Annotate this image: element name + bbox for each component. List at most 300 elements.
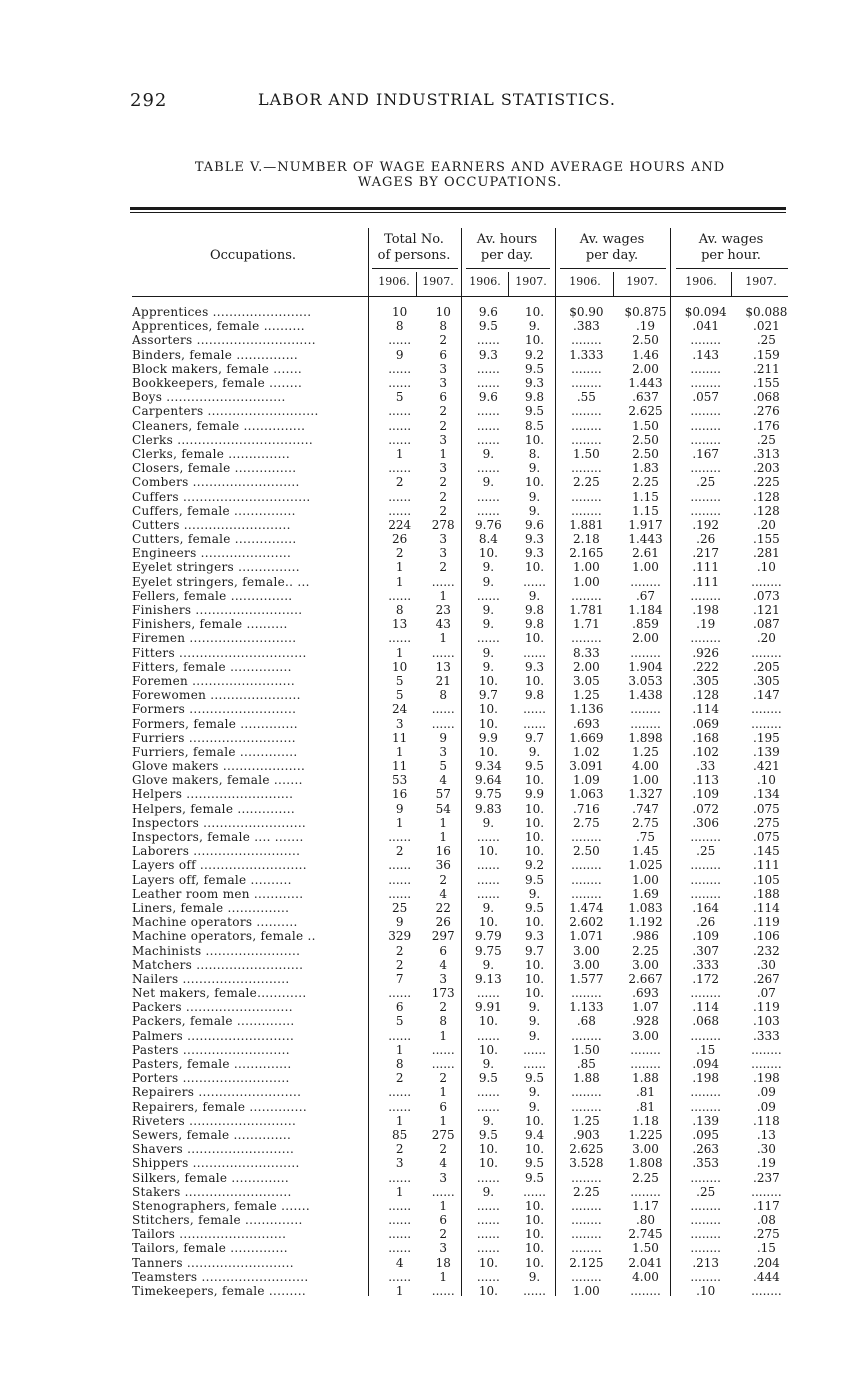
occupation-cell: Stakers .......................... (132, 1184, 292, 1199)
occupation-cell: Carpenters ........................... (132, 404, 319, 419)
cell-wage-hour-1907: .20 (756, 517, 776, 532)
cell-persons-1906: ...... (388, 986, 412, 1001)
year-total-1906: 1906. (378, 275, 410, 288)
cell-wage-hour-1907: .119 (753, 915, 780, 930)
cell-hours-1907: 10. (524, 830, 545, 845)
cell-persons-1907: ...... (431, 645, 455, 660)
table-row (132, 787, 796, 801)
table-row (132, 617, 796, 631)
cell-wage-day-1907: .747 (632, 801, 659, 816)
occupation-cell: Layers off .......................... (132, 858, 307, 873)
cell-wage-day-1907: 2.50 (632, 432, 659, 447)
cell-wage-hour-1906: .164 (692, 900, 720, 915)
cell-persons-1907: 2 (439, 404, 448, 419)
cell-wage-hour-1906: .068 (692, 1014, 720, 1029)
occupation-cell: Helpers, female .............. (132, 801, 295, 816)
cell-hours-1906: 9. (482, 659, 495, 674)
cell-wage-day-1907: 3.00 (632, 957, 659, 972)
cell-persons-1907: 9 (439, 730, 448, 745)
cell-wage-day-1907: 2.041 (628, 1255, 663, 1270)
col-rule-3a (613, 272, 614, 296)
cell-wage-day-1906: 3.05 (573, 673, 600, 688)
cell-hours-1907: 10. (524, 957, 545, 972)
cell-persons-1907: 6 (439, 943, 448, 958)
cell-persons-1907: 23 (435, 603, 451, 618)
occupation-cell: Eyelet stringers, female.. ... (132, 574, 310, 589)
cell-hours-1906: ...... (476, 418, 500, 433)
occupation-cell: Palmers .......................... (132, 1028, 295, 1043)
cell-persons-1906: 3 (395, 716, 404, 731)
cell-hours-1906: ...... (476, 631, 500, 646)
table-row (132, 589, 796, 603)
page-header (130, 90, 790, 118)
occupation-cell: Finishers .......................... (132, 603, 303, 618)
cell-wage-hour-1907: ........ (751, 1042, 782, 1057)
occupation-cell: Net makers, female............ (132, 986, 307, 1001)
cell-hours-1907: 10. (524, 773, 545, 788)
table-row (132, 305, 796, 319)
cell-hours-1906: ...... (476, 1241, 500, 1256)
cell-wage-day-1907: 1.808 (628, 1156, 663, 1171)
cell-wage-hour-1906: ........ (690, 986, 721, 1001)
cell-persons-1907: 2 (439, 560, 448, 575)
cell-persons-1906: 6 (395, 1000, 404, 1015)
cell-hours-1907: 10. (524, 1213, 545, 1228)
table-row (132, 1213, 796, 1227)
cell-hours-1907: 9.5 (524, 872, 545, 887)
cell-wage-day-1907: .81 (635, 1085, 656, 1100)
cell-wage-day-1906: 8.33 (573, 645, 600, 660)
cell-persons-1907: 8 (439, 319, 448, 334)
cell-hours-1907: 10. (524, 560, 545, 575)
cell-wage-hour-1906: .128 (692, 688, 720, 703)
cell-wage-day-1906: 1.474 (569, 900, 604, 915)
cell-wage-hour-1906: .139 (692, 1113, 720, 1128)
cell-wage-day-1907: .80 (635, 1213, 656, 1228)
cell-wage-hour-1907: .19 (756, 1156, 776, 1171)
cell-persons-1906: 25 (392, 900, 408, 915)
cell-hours-1907: 9.5 (524, 1071, 545, 1086)
cell-wage-hour-1906: .353 (692, 1156, 720, 1171)
cell-wage-hour-1907: .444 (753, 1269, 780, 1284)
cell-wage-day-1906: 3.00 (573, 957, 600, 972)
cell-persons-1907: ...... (431, 1184, 455, 1199)
cell-persons-1906: ...... (388, 404, 412, 419)
table-row (132, 362, 796, 376)
cell-persons-1907: 3 (439, 461, 448, 476)
cell-wage-hour-1907: .313 (753, 446, 780, 461)
table-row (132, 532, 796, 546)
cell-hours-1906: 10. (478, 1255, 498, 1270)
cell-wage-hour-1907: ........ (751, 702, 782, 717)
cell-wage-hour-1907: .106 (753, 929, 780, 944)
cell-persons-1906: 1 (395, 1184, 404, 1199)
cell-wage-day-1907: 2.667 (628, 971, 663, 986)
cell-wage-hour-1906: ........ (690, 404, 721, 419)
cell-wage-day-1906: 2.00 (573, 659, 600, 674)
cell-wage-day-1907: 2.50 (632, 333, 659, 348)
table-row (132, 376, 796, 390)
occupation-cell: Finishers, female .......... (132, 617, 288, 632)
cell-wage-day-1906: $0.90 (569, 305, 604, 320)
cell-persons-1906: 9 (395, 347, 404, 362)
cell-wage-hour-1906: .113 (692, 773, 720, 788)
year-hours-1906: 1906. (469, 275, 501, 288)
cell-persons-1906: 1 (395, 815, 404, 830)
cell-persons-1906: ...... (388, 333, 412, 348)
cell-wage-day-1906: 2.625 (569, 1142, 604, 1157)
cell-hours-1906: 9.64 (475, 773, 502, 788)
cell-wage-day-1907: 1.45 (632, 844, 659, 859)
cell-wage-day-1907: 2.75 (632, 815, 659, 830)
cell-wage-day-1907: 1.904 (628, 659, 663, 674)
cell-hours-1907: 9. (528, 489, 541, 504)
cell-wage-hour-1907: .30 (756, 1142, 776, 1157)
cell-wage-day-1906: .693 (573, 716, 600, 731)
cell-wage-hour-1906: $0.094 (684, 305, 727, 320)
cell-hours-1907: 10. (524, 1255, 545, 1270)
cell-wage-hour-1907: .176 (753, 418, 780, 433)
cell-wage-day-1906: ........ (571, 489, 602, 504)
table-row (132, 489, 796, 503)
cell-persons-1907: 3 (439, 376, 448, 391)
cell-wage-day-1907: 4.00 (632, 1269, 659, 1284)
cell-hours-1907: 9.3 (524, 659, 545, 674)
table-row (132, 419, 796, 433)
cell-wage-day-1907: .693 (632, 986, 659, 1001)
cell-wage-hour-1906: .109 (692, 787, 720, 802)
cell-persons-1907: 6 (439, 347, 448, 362)
cell-wage-hour-1906: .217 (692, 546, 720, 561)
cell-wage-hour-1906: .33 (696, 759, 716, 774)
cell-wage-hour-1906: ........ (690, 376, 721, 391)
cell-wage-hour-1906: .041 (692, 319, 720, 334)
group-rule-wages-hour (676, 268, 788, 269)
cell-hours-1906: ...... (476, 432, 500, 447)
cell-persons-1906: ...... (388, 1099, 412, 1114)
cell-persons-1906: ...... (388, 361, 412, 376)
cell-hours-1907: 9.5 (524, 361, 545, 376)
cell-wage-day-1907: .859 (632, 617, 659, 632)
cell-persons-1906: 2 (395, 943, 404, 958)
cell-wage-day-1907: 3.00 (632, 1028, 659, 1043)
cell-hours-1906: 9.3 (478, 347, 498, 362)
cell-persons-1906: 24 (392, 702, 408, 717)
occupation-cell: Packers, female .............. (132, 1014, 295, 1029)
year-wages-day-1907: 1907. (626, 275, 658, 288)
cell-persons-1907: 18 (435, 1255, 451, 1270)
cell-wage-day-1907: 1.00 (632, 560, 659, 575)
cell-persons-1906: 5 (395, 390, 404, 405)
table-row (132, 504, 796, 518)
cell-persons-1906: 7 (395, 971, 404, 986)
cell-wage-day-1907: 1.327 (628, 787, 663, 802)
cell-persons-1907: 13 (435, 659, 451, 674)
header-wages-hour-line1: Av. wages (698, 232, 764, 247)
cell-hours-1907: 10. (524, 1113, 545, 1128)
cell-wage-hour-1907: .333 (753, 1028, 780, 1043)
cell-wage-hour-1906: ........ (690, 1085, 721, 1100)
cell-wage-day-1907: 1.07 (632, 1000, 659, 1015)
cell-hours-1906: 10. (478, 1142, 498, 1157)
occupation-cell: Glove makers, female ....... (132, 773, 303, 788)
cell-wage-day-1906: 2.125 (569, 1255, 604, 1270)
cell-persons-1907: 4 (439, 957, 448, 972)
cell-wage-day-1906: 1.25 (573, 1113, 600, 1128)
occupation-cell: Assorters ............................. (132, 333, 316, 348)
cell-wage-hour-1906: ........ (690, 461, 721, 476)
cell-wage-hour-1907: .10 (756, 773, 776, 788)
table-row (132, 943, 796, 957)
cell-wage-hour-1906: .114 (692, 1000, 720, 1015)
cell-hours-1906: 9. (482, 574, 495, 589)
cell-wage-hour-1906: .263 (692, 1142, 720, 1157)
cell-hours-1906: 9.7 (478, 688, 498, 703)
cell-wage-hour-1907: .07 (756, 986, 776, 1001)
top-rule-thick (130, 207, 786, 210)
cell-wage-hour-1906: .167 (692, 446, 720, 461)
cell-persons-1907: 36 (435, 858, 451, 873)
cell-hours-1907: 10. (524, 333, 545, 348)
cell-wage-day-1906: 3.528 (569, 1156, 604, 1171)
cell-wage-hour-1907: .195 (753, 730, 780, 745)
cell-wage-day-1906: ........ (571, 1198, 602, 1213)
cell-persons-1906: ...... (388, 872, 412, 887)
table-row (132, 518, 796, 532)
cell-wage-day-1907: 2.61 (632, 546, 659, 561)
cell-wage-hour-1906: ........ (690, 588, 721, 603)
cell-hours-1907: 10. (524, 1241, 545, 1256)
col-rule-1a (416, 272, 417, 296)
cell-wage-hour-1906: .094 (692, 1057, 720, 1072)
cell-hours-1907: 9.3 (524, 532, 545, 547)
cell-persons-1906: 1 (395, 1284, 404, 1299)
cell-wage-hour-1906: ........ (690, 432, 721, 447)
cell-hours-1907: ...... (523, 1057, 546, 1072)
cell-wage-hour-1906: ........ (690, 361, 721, 376)
cell-persons-1907: ...... (431, 716, 455, 731)
cell-wage-day-1906: 1.71 (573, 617, 600, 632)
cell-persons-1907: 43 (435, 617, 451, 632)
cell-wage-hour-1906: ........ (690, 858, 721, 873)
cell-wage-hour-1907: .117 (753, 1198, 780, 1213)
cell-hours-1907: 9.5 (524, 900, 545, 915)
cell-hours-1906: 9.5 (478, 1071, 498, 1086)
cell-wage-hour-1907: .232 (753, 943, 780, 958)
cell-persons-1907: 3 (439, 432, 448, 447)
cell-wage-hour-1907: .237 (753, 1170, 780, 1185)
occupation-cell: Glove makers .................... (132, 759, 306, 774)
cell-hours-1907: 9.4 (524, 1127, 545, 1142)
cell-wage-hour-1906: .111 (692, 560, 720, 575)
cell-hours-1906: 8.4 (478, 532, 498, 547)
cell-wage-hour-1906: ........ (690, 1241, 721, 1256)
cell-hours-1906: 9.34 (475, 759, 502, 774)
cell-persons-1906: ...... (388, 1085, 412, 1100)
cell-hours-1906: ...... (476, 1085, 500, 1100)
cell-persons-1906: ...... (388, 1198, 412, 1213)
cell-persons-1907: 1 (439, 631, 448, 646)
occupation-cell: Helpers .......................... (132, 787, 294, 802)
cell-wage-day-1907: 1.083 (628, 900, 663, 915)
cell-hours-1907: 9. (528, 461, 541, 476)
cell-persons-1907: ...... (431, 1284, 455, 1299)
cell-wage-hour-1907: .068 (753, 390, 780, 405)
cell-hours-1907: 10. (524, 971, 545, 986)
table-row (132, 461, 796, 475)
cell-persons-1907: 3 (439, 361, 448, 376)
cell-wage-hour-1907: .118 (753, 1113, 780, 1128)
cell-wage-day-1906: 1.88 (573, 1071, 600, 1086)
cell-wage-day-1906: .55 (576, 390, 596, 405)
header-occupations: Occupations. (209, 248, 297, 263)
cell-persons-1907: 16 (435, 844, 451, 859)
cell-hours-1906: ...... (476, 872, 500, 887)
occupation-cell: Engineers ...................... (132, 546, 292, 561)
table-row (132, 915, 796, 929)
cell-persons-1906: 1 (395, 560, 404, 575)
cell-wage-hour-1906: ........ (690, 503, 721, 518)
table-row (132, 802, 796, 816)
occupation-cell: Cuffers ............................... (132, 489, 311, 504)
cell-hours-1907: 10. (524, 631, 545, 646)
cell-hours-1907: 9.5 (524, 1170, 545, 1185)
table-row (132, 1029, 796, 1043)
table-row (132, 1170, 796, 1184)
cell-hours-1907: 9.2 (524, 858, 545, 873)
cell-wage-hour-1907: .159 (753, 347, 780, 362)
cell-persons-1907: 1 (439, 1113, 448, 1128)
cell-hours-1907: 10. (524, 475, 545, 490)
cell-hours-1907: 8. (528, 446, 541, 461)
table-row (132, 1156, 796, 1170)
table-row (132, 631, 796, 645)
table-row (132, 674, 796, 688)
cell-wage-hour-1907: .09 (756, 1099, 776, 1114)
cell-persons-1906: ...... (388, 858, 412, 873)
cell-wage-hour-1906: .26 (696, 915, 716, 930)
cell-hours-1906: 10. (478, 915, 498, 930)
header-wages-day-line1: Av. wages (579, 232, 645, 247)
year-wages-hour-1906: 1906. (685, 275, 717, 288)
cell-persons-1906: 224 (388, 517, 412, 532)
cell-persons-1906: 1 (395, 645, 404, 660)
cell-wage-day-1906: 1.50 (573, 446, 600, 461)
cell-persons-1907: 2 (439, 418, 448, 433)
cell-persons-1907: 3 (439, 1170, 448, 1185)
cell-persons-1906: 10 (392, 305, 408, 320)
cell-wage-hour-1907: ........ (751, 716, 782, 731)
cell-persons-1906: 9 (395, 915, 404, 930)
occupation-cell: Fellers, female ............... (132, 588, 293, 603)
occupation-cell: Machinists ....................... (132, 943, 301, 958)
cell-persons-1906: 1 (395, 446, 404, 461)
header-wages-per-hour (672, 232, 790, 264)
cell-wage-hour-1907: .205 (753, 659, 780, 674)
table-row (132, 1114, 796, 1128)
cell-wage-hour-1907: .087 (753, 617, 780, 632)
cell-hours-1906: 9.5 (478, 319, 498, 334)
occupation-cell: Repairers ......................... (132, 1085, 302, 1100)
cell-persons-1906: ...... (388, 1227, 412, 1242)
cell-persons-1907: 2 (439, 1227, 448, 1242)
cell-wage-day-1907: $0.875 (624, 305, 667, 320)
cell-persons-1906: ...... (388, 1028, 412, 1043)
cell-hours-1906: ...... (476, 404, 500, 419)
cell-hours-1906: 9.9 (478, 730, 498, 745)
cell-wage-day-1906: ........ (571, 1099, 602, 1114)
cell-wage-day-1907: 1.898 (628, 730, 663, 745)
cell-wage-hour-1906: .307 (692, 943, 720, 958)
cell-persons-1907: 8 (439, 1014, 448, 1029)
cell-wage-day-1906: .716 (573, 801, 600, 816)
table-row (132, 873, 796, 887)
cell-hours-1907: 9. (528, 1085, 541, 1100)
cell-persons-1906: ...... (388, 1170, 412, 1185)
cell-wage-hour-1907: ........ (751, 1057, 782, 1072)
cell-persons-1906: 2 (395, 1142, 404, 1157)
cell-persons-1907: 21 (435, 673, 451, 688)
cell-persons-1906: 4 (395, 1255, 404, 1270)
cell-wage-hour-1906: .25 (696, 844, 716, 859)
cell-wage-hour-1907: .114 (753, 900, 780, 915)
cell-wage-day-1907: 1.443 (628, 376, 663, 391)
cell-persons-1907: 57 (435, 787, 451, 802)
occupation-cell: Furriers, female .............. (132, 744, 298, 759)
table-row (132, 1256, 796, 1270)
cell-hours-1906: 9.75 (475, 787, 502, 802)
year-wages-hour-1907: 1907. (745, 275, 777, 288)
occupation-cell: Machine operators .......... (132, 915, 298, 930)
cell-persons-1907: 2 (439, 489, 448, 504)
cell-persons-1907: 6 (439, 390, 448, 405)
cell-hours-1907: ...... (523, 1042, 546, 1057)
table-row (132, 1185, 796, 1199)
cell-persons-1906: ...... (388, 432, 412, 447)
cell-hours-1906: 9. (482, 617, 495, 632)
cell-hours-1907: 9. (528, 503, 541, 518)
cell-persons-1906: 2 (395, 475, 404, 490)
col-rule-2a (508, 272, 509, 296)
table-row (132, 830, 796, 844)
cell-wage-hour-1907: .075 (753, 801, 780, 816)
cell-wage-day-1906: ........ (571, 376, 602, 391)
occupation-cell: Packers .......................... (132, 1000, 293, 1015)
cell-hours-1906: 9. (482, 645, 495, 660)
cell-hours-1907: 9.7 (524, 730, 545, 745)
cell-persons-1907: 54 (435, 801, 451, 816)
cell-wage-day-1906: ........ (571, 361, 602, 376)
cell-wage-day-1907: 1.25 (632, 744, 659, 759)
table-row (132, 1014, 796, 1028)
cell-hours-1906: 9. (482, 957, 495, 972)
cell-hours-1906: 10. (478, 673, 498, 688)
cell-persons-1907: 3 (439, 971, 448, 986)
cell-wage-day-1907: 1.184 (628, 603, 663, 618)
cell-wage-hour-1906: .26 (696, 532, 716, 547)
cell-wage-day-1906: ........ (571, 333, 602, 348)
table-row (132, 1142, 796, 1156)
cell-persons-1907: 2 (439, 1000, 448, 1015)
cell-hours-1906: ...... (476, 1170, 500, 1185)
cell-persons-1906: 1 (395, 1113, 404, 1128)
occupation-cell: Clerks, female ............... (132, 446, 290, 461)
cell-persons-1906: 11 (392, 730, 408, 745)
cell-wage-day-1906: .903 (573, 1127, 600, 1142)
header-hours-per-day (462, 232, 552, 264)
wage-table (132, 305, 796, 1298)
header-hours-line2: per day. (480, 248, 534, 263)
